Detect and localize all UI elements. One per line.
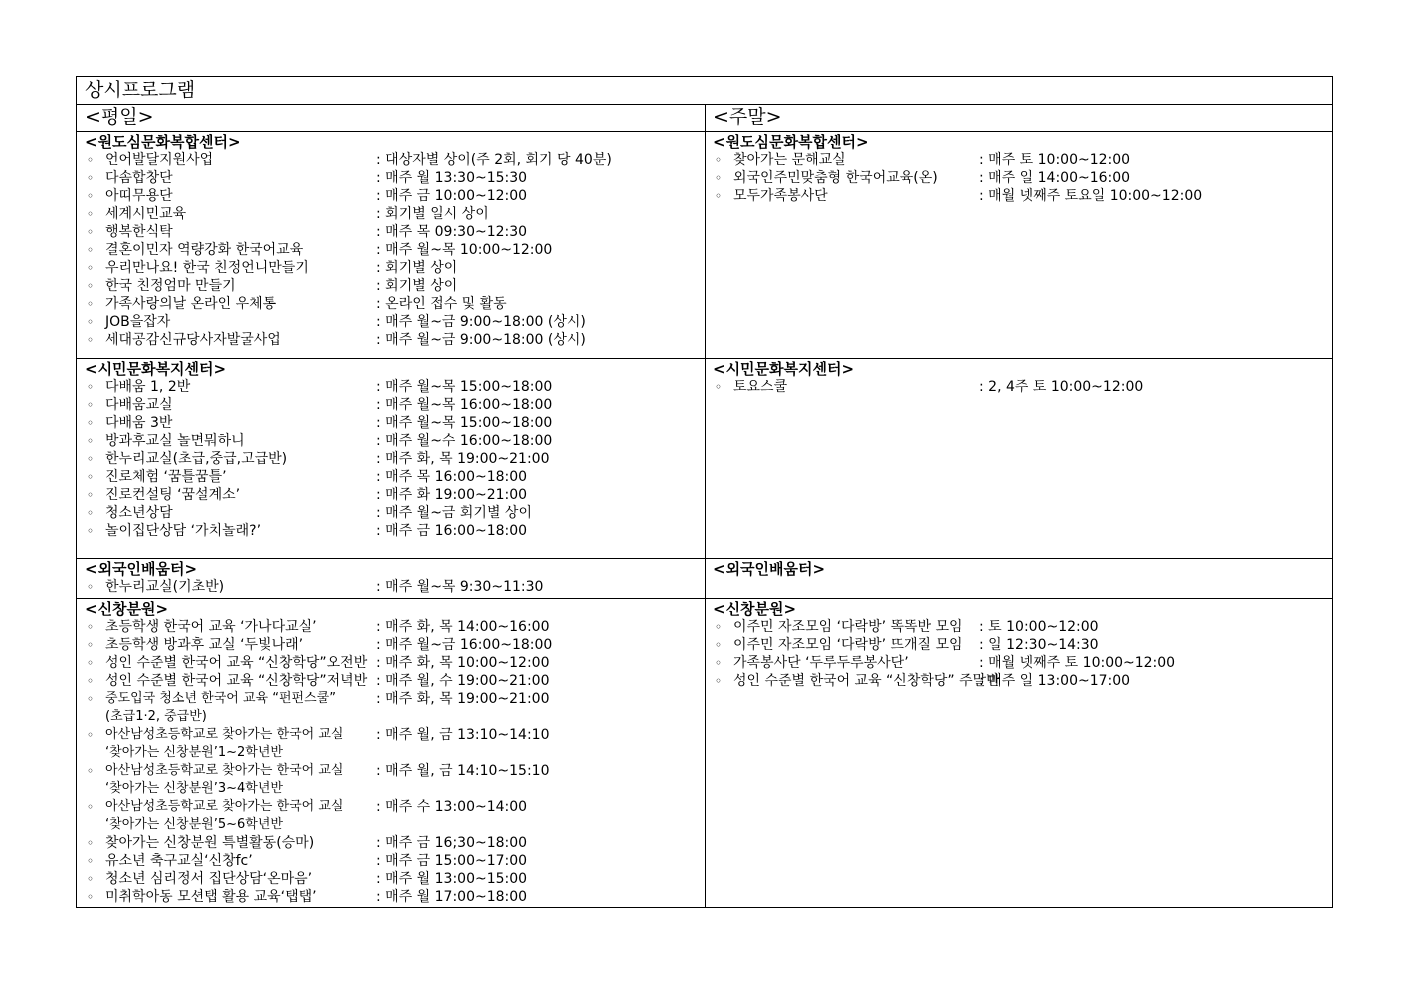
- bullet-icon: ◦: [87, 315, 95, 329]
- program-schedule: : 회기별 일시 상이: [376, 206, 489, 222]
- program-schedule: : 온라인 접수 및 활동: [376, 296, 507, 312]
- program-schedule: : 매주 화, 목 19:00~21:00: [376, 451, 550, 467]
- program-item: [713, 151, 1323, 169]
- program-name: JOB을잡자: [105, 314, 171, 330]
- program-item: [713, 169, 1323, 187]
- section-title: <외국인배움터>: [713, 560, 826, 578]
- program-name: 성인 수준별 한국어 교육 “신창학당” 주말반: [733, 673, 1000, 689]
- program-name: 아산남성초등학교로 찾아가는 한국어 교실 ‘찾아가는 신창분원’1~2학년반: [105, 727, 344, 760]
- program-item: [713, 654, 1323, 672]
- program-name: 찾아가는 신창분원 특별활동(승마): [105, 835, 315, 851]
- program-item: [85, 450, 695, 468]
- program-name: 청소년 심리정서 집단상담‘온마음’: [105, 871, 313, 887]
- bullet-icon: ◦: [87, 333, 95, 347]
- program-item: [713, 187, 1323, 205]
- program-item: [85, 636, 695, 654]
- program-item: [85, 169, 695, 187]
- program-name: 다배움 1, 2반: [105, 379, 191, 395]
- program-item: [85, 223, 695, 241]
- program-name: 세계시민교육: [105, 206, 187, 222]
- program-schedule: : 매주 일 14:00~16:00: [979, 170, 1131, 186]
- program-item: [85, 277, 695, 295]
- program-name: 토요스쿨: [733, 379, 788, 395]
- program-item: [85, 522, 695, 540]
- program-schedule: : 매주 금 10:00~12:00: [376, 188, 528, 204]
- program-schedule: : 토 10:00~12:00: [979, 619, 1099, 635]
- program-schedule: : 매주 일 13:00~17:00: [979, 673, 1131, 689]
- bullet-icon: ◦: [87, 297, 95, 311]
- program-item: [85, 726, 695, 762]
- bullet-icon: ◦: [87, 506, 95, 520]
- bullet-icon: ◦: [87, 470, 95, 484]
- program-schedule: : 매주 목 16:00~18:00: [376, 469, 528, 485]
- program-name: 초등학생 한국어 교육 ‘가나다교실’: [105, 619, 317, 635]
- bullet-icon: ◦: [87, 380, 95, 394]
- program-item: [85, 414, 695, 432]
- program-schedule: : 매주 월~목 15:00~18:00: [376, 379, 553, 395]
- program-item: [85, 762, 695, 798]
- page-title: 상시프로그램: [85, 79, 196, 101]
- program-table: [76, 76, 1333, 908]
- program-schedule: : 회기별 상이: [376, 278, 458, 294]
- bullet-icon: ◦: [87, 620, 95, 634]
- bullet-icon: ◦: [87, 692, 95, 706]
- program-schedule: : 매주 월~수 16:00~18:00: [376, 433, 553, 449]
- program-item: [85, 834, 695, 852]
- program-schedule: : 매월 넷째주 토 10:00~12:00: [979, 655, 1176, 671]
- program-item: [85, 313, 695, 331]
- section-title: <신창분원>: [713, 600, 797, 618]
- bullet-icon: ◦: [87, 279, 95, 293]
- program-name: 성인 수준별 한국어 교육 “신창학당”저녁반: [105, 673, 368, 689]
- bullet-icon: ◦: [87, 674, 95, 688]
- program-item: [713, 636, 1323, 654]
- program-item: [85, 486, 695, 504]
- program-name: 결혼이민자 역량강화 한국어교육: [105, 242, 304, 258]
- program-schedule: : 매주 토 10:00~12:00: [979, 152, 1131, 168]
- bullet-icon: ◦: [87, 398, 95, 412]
- weekend-header: <주말>: [713, 106, 782, 128]
- program-item: [85, 504, 695, 522]
- weekday-section: [85, 600, 695, 906]
- program-name: 진로컨설팅 ‘꿈설계소’: [105, 487, 241, 503]
- program-name: 외국인주민맞춤형 한국어교육(온): [733, 170, 938, 186]
- bullet-icon: ◦: [87, 434, 95, 448]
- program-schedule: : 매월 넷째주 토요일 10:00~12:00: [979, 188, 1203, 204]
- bullet-icon: ◦: [87, 656, 95, 670]
- bullet-icon: ◦: [87, 872, 95, 886]
- weekend-section: [713, 600, 1323, 690]
- program-item: [85, 187, 695, 205]
- program-item: [85, 468, 695, 486]
- program-name: 아산남성초등학교로 찾아가는 한국어 교실 ‘찾아가는 신창분원’3~4학년반: [105, 763, 344, 796]
- program-schedule: : 매주 월~금 9:00~18:00 (상시): [376, 332, 586, 348]
- program-schedule: : 매주 월~목 10:00~12:00: [376, 242, 553, 258]
- program-item: [85, 432, 695, 450]
- program-item: [85, 690, 695, 726]
- program-name: 아산남성초등학교로 찾아가는 한국어 교실 ‘찾아가는 신창분원’5~6학년반: [105, 799, 344, 832]
- program-item: [85, 578, 695, 596]
- program-schedule: : 회기별 상이: [376, 260, 458, 276]
- weekday-section: [85, 560, 695, 596]
- bullet-icon: ◦: [87, 764, 95, 778]
- bullet-icon: ◦: [87, 243, 95, 257]
- program-schedule: : 매주 월~금 16:00~18:00: [376, 637, 553, 653]
- program-schedule: : 매주 목 09:30~12:30: [376, 224, 528, 240]
- program-schedule: : 매주 금 15:00~17:00: [376, 853, 528, 869]
- program-name: 다솜합창단: [105, 170, 173, 186]
- bullet-icon: ◦: [87, 452, 95, 466]
- program-item: [85, 331, 695, 349]
- weekday-header: <평일>: [85, 106, 154, 128]
- program-name: 행복한식탁: [105, 224, 173, 240]
- bullet-icon: ◦: [87, 225, 95, 239]
- bullet-icon: ◦: [715, 380, 723, 394]
- program-name: 놀이집단상담 ‘가치놀래?’: [105, 523, 262, 539]
- weekend-section: [713, 360, 1323, 396]
- bullet-icon: ◦: [87, 416, 95, 430]
- program-schedule: : 매주 금 16;30~18:00: [376, 835, 528, 851]
- bullet-icon: ◦: [87, 728, 95, 742]
- bullet-icon: ◦: [715, 189, 723, 203]
- program-schedule: : 매주 월, 금 14:10~15:10: [376, 763, 550, 779]
- program-schedule: : 매주 월 13:30~15:30: [376, 170, 528, 186]
- column-divider: [705, 104, 706, 907]
- program-name: 찾아가는 문해교실: [733, 152, 846, 168]
- program-name: 가족사랑의날 온라인 우체통: [105, 296, 277, 312]
- program-schedule: : 매주 화, 목 19:00~21:00: [376, 691, 550, 707]
- program-item: [85, 151, 695, 169]
- program-name: 세대공감신규당사자발굴사업: [105, 332, 281, 348]
- bullet-icon: ◦: [87, 207, 95, 221]
- program-schedule: : 매주 월 17:00~18:00: [376, 889, 528, 905]
- section-title: <신창분원>: [85, 600, 169, 618]
- program-schedule: : 매주 월~목 16:00~18:00: [376, 397, 553, 413]
- program-item: [85, 241, 695, 259]
- section-title: <원도심문화복합센터>: [713, 133, 869, 151]
- bullet-icon: ◦: [87, 854, 95, 868]
- bullet-icon: ◦: [87, 638, 95, 652]
- program-item: [85, 396, 695, 414]
- weekday-section: [85, 360, 695, 540]
- section-title: <시민문화복지센터>: [713, 360, 855, 378]
- program-name: 중도입국 청소년 한국어 교육 “펀펀스쿨” (초급1·2, 중급반): [105, 691, 336, 724]
- weekday-section: [85, 133, 695, 349]
- bullet-icon: ◦: [87, 836, 95, 850]
- bullet-icon: ◦: [87, 524, 95, 538]
- program-schedule: : 매주 월~목 15:00~18:00: [376, 415, 553, 431]
- program-name: 성인 수준별 한국어 교육 “신창학당”오전반: [105, 655, 368, 671]
- program-name: 유소년 축구교실‘신창fc’: [105, 853, 253, 869]
- program-name: 청소년상담: [105, 505, 173, 521]
- program-item: [85, 672, 695, 690]
- program-schedule: : 일 12:30~14:30: [979, 637, 1099, 653]
- program-name: 가족봉사단 ‘두루두루봉사단’: [733, 655, 909, 671]
- program-item: [85, 852, 695, 870]
- program-name: 한국 친정엄마 만들기: [105, 278, 236, 294]
- bullet-icon: ◦: [715, 620, 723, 634]
- bullet-icon: ◦: [87, 890, 95, 904]
- program-name: 아띠무용단: [105, 188, 173, 204]
- section-title: <외국인배움터>: [85, 560, 198, 578]
- program-item: [713, 378, 1323, 396]
- program-schedule: : 매주 월, 금 13:10~14:10: [376, 727, 550, 743]
- program-item: [85, 798, 695, 834]
- program-item: [85, 378, 695, 396]
- bullet-icon: ◦: [715, 171, 723, 185]
- bullet-icon: ◦: [87, 171, 95, 185]
- program-schedule: : 매주 화, 목 10:00~12:00: [376, 655, 550, 671]
- program-schedule: : 대상자별 상이(주 2회, 회기 당 40분): [376, 152, 612, 168]
- bullet-icon: ◦: [87, 153, 95, 167]
- program-schedule: : 매주 화 19:00~21:00: [376, 487, 528, 503]
- program-schedule: : 매주 월~금 회기별 상이: [376, 505, 532, 521]
- bullet-icon: ◦: [87, 580, 95, 594]
- program-name: 방과후교실 놀면뭐하니: [105, 433, 245, 449]
- program-schedule: : 매주 수 13:00~14:00: [376, 799, 528, 815]
- bullet-icon: ◦: [715, 638, 723, 652]
- program-name: 진로체험 ‘꿈틀꿈틀’: [105, 469, 227, 485]
- program-name: 우리만나요! 한국 친정언니만들기: [105, 260, 309, 276]
- program-item: [85, 295, 695, 313]
- program-item: [85, 205, 695, 223]
- bullet-icon: ◦: [715, 153, 723, 167]
- weekend-section: [713, 560, 1323, 578]
- section-title: <시민문화복지센터>: [85, 360, 227, 378]
- program-schedule: : 매주 월, 수 19:00~21:00: [376, 673, 550, 689]
- program-schedule: : 매주 월~금 9:00~18:00 (상시): [376, 314, 586, 330]
- section-title: <원도심문화복합센터>: [85, 133, 241, 151]
- bullet-icon: ◦: [715, 674, 723, 688]
- program-item: [85, 618, 695, 636]
- program-name: 이주민 자조모임 ‘다락방’ 똑똑반 모임: [733, 619, 963, 635]
- program-schedule: : 매주 화, 목 14:00~16:00: [376, 619, 550, 635]
- program-name: 다배움 3반: [105, 415, 173, 431]
- bullet-icon: ◦: [87, 261, 95, 275]
- bullet-icon: ◦: [87, 488, 95, 502]
- bullet-icon: ◦: [715, 656, 723, 670]
- program-name: 언어발달지원사업: [105, 152, 214, 168]
- program-item: [713, 618, 1323, 636]
- bullet-icon: ◦: [87, 800, 95, 814]
- program-name: 초등학생 방과후 교실 ‘두빛나래’: [105, 637, 304, 653]
- weekend-section: [713, 133, 1323, 205]
- program-item: [85, 654, 695, 672]
- program-name: 한누리교실(초급,중급,고급반): [105, 451, 288, 467]
- program-item: [85, 870, 695, 888]
- bullet-icon: ◦: [87, 189, 95, 203]
- program-schedule: : 매주 월~목 9:30~11:30: [376, 579, 544, 595]
- program-name: 모두가족봉사단: [733, 188, 828, 204]
- program-name: 미취학아동 모션탭 활용 교육‘탭탭’: [105, 889, 317, 905]
- program-schedule: : 매주 월 13:00~15:00: [376, 871, 528, 887]
- program-item: [713, 672, 1323, 690]
- program-item: [85, 259, 695, 277]
- program-schedule: : 매주 금 16:00~18:00: [376, 523, 528, 539]
- program-schedule: : 2, 4주 토 10:00~12:00: [979, 379, 1144, 395]
- program-name: 이주민 자조모임 ‘다락방’ 뜨개질 모임: [733, 637, 963, 653]
- program-item: [85, 888, 695, 906]
- program-name: 다배움교실: [105, 397, 173, 413]
- program-name: 한누리교실(기초반): [105, 579, 225, 595]
